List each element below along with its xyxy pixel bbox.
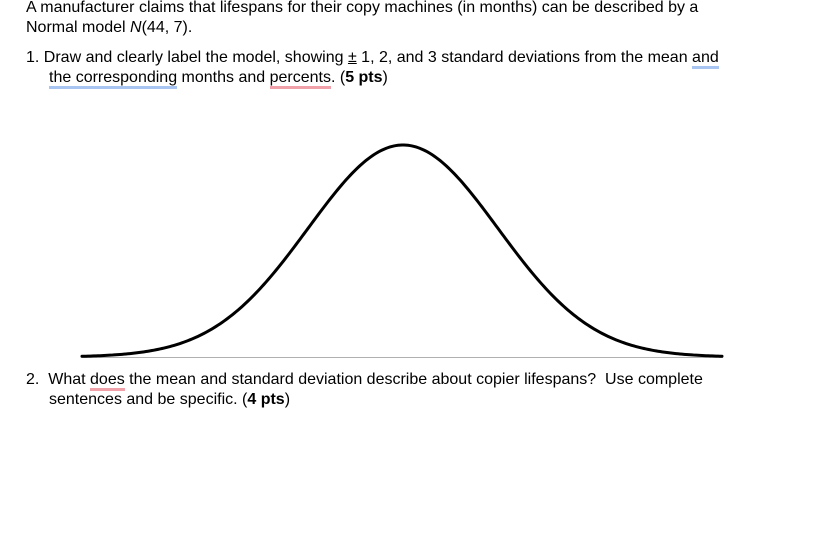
question-2-text-a: What bbox=[39, 371, 91, 388]
spelling-flag-percents: percents bbox=[270, 69, 331, 89]
question-1-points: 5 pts bbox=[345, 69, 383, 86]
question-2-text-c: sentences and be specific. ( bbox=[49, 391, 248, 408]
question-2-line-1 bbox=[26, 370, 703, 390]
grammar-flag-corresponding: the corresponding bbox=[49, 69, 177, 89]
question-2-number: 2. bbox=[26, 371, 40, 388]
question-1-text-c: months and bbox=[177, 69, 270, 86]
question-2-text-d: ) bbox=[284, 391, 291, 408]
question-2-text-b: the mean and standard deviation describe about copier lifespans? Use complete bbox=[124, 371, 703, 388]
normal-curve bbox=[82, 145, 722, 356]
question-1-text-e: ) bbox=[382, 69, 388, 86]
question-1-number: 1. bbox=[26, 49, 40, 66]
model-symbol: N bbox=[130, 19, 142, 36]
question-1-text-b: 1, 2, and 3 standard deviations from the mean bbox=[356, 49, 693, 66]
plus-minus-symbol: ± bbox=[347, 49, 357, 66]
spelling-flag-does: does bbox=[90, 371, 125, 391]
question-2-points: 4 pts bbox=[247, 391, 285, 408]
question-2-line-2 bbox=[49, 390, 290, 410]
question-1-text-a: Draw and clearly label the model, showing bbox=[43, 49, 348, 66]
intro-text-1: A manufacturer claims that lifespans for their copy machines (in months) can be described by a bbox=[26, 0, 699, 16]
question-1-text-d: . ( bbox=[330, 69, 346, 86]
intro-text-2: Normal model bbox=[26, 19, 131, 36]
grammar-flag-and: and bbox=[692, 49, 719, 69]
model-params: (44, 7). bbox=[141, 19, 193, 36]
